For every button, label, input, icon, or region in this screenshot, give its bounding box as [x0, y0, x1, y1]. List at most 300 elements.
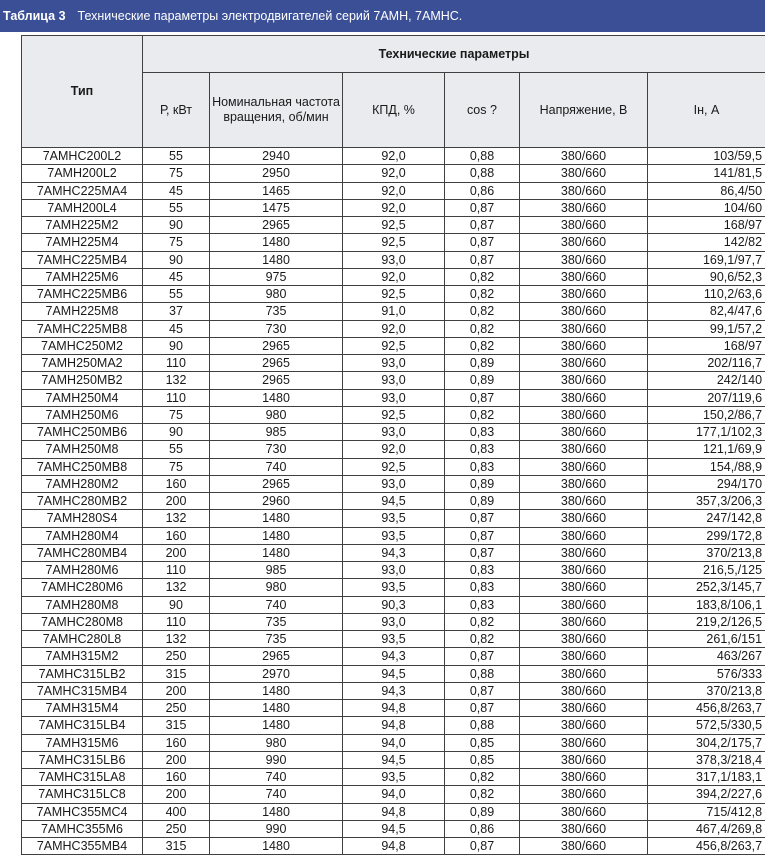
- cell-current: 150,2/86,7: [648, 406, 765, 423]
- cell-cos: 0,82: [445, 406, 520, 423]
- table-row: [22, 337, 765, 354]
- table-row: [22, 148, 765, 165]
- cell-efficiency: 92,0: [343, 199, 445, 216]
- cell-voltage: 380/660: [520, 148, 648, 165]
- cell-speed: 2965: [210, 337, 343, 354]
- cell-current: 104/60: [648, 199, 765, 216]
- cell-power: 160: [143, 527, 210, 544]
- cell-cos: 0,87: [445, 217, 520, 234]
- cell-cos: 0,87: [445, 234, 520, 251]
- cell-voltage: 380/660: [520, 700, 648, 717]
- cell-power: 55: [143, 148, 210, 165]
- cell-cos: 0,82: [445, 786, 520, 803]
- cell-cos: 0,82: [445, 286, 520, 303]
- cell-type: 7АМНС225МВ6: [22, 286, 143, 303]
- cell-speed: 990: [210, 820, 343, 837]
- table-row: [22, 182, 765, 199]
- cell-voltage: 380/660: [520, 475, 648, 492]
- cell-efficiency: 94,8: [343, 700, 445, 717]
- cell-speed: 1480: [210, 803, 343, 820]
- cell-type: 7АМН315М2: [22, 648, 143, 665]
- cell-speed: 730: [210, 320, 343, 337]
- table-row: [22, 199, 765, 216]
- table-title-bar: [0, 0, 765, 32]
- cell-current: 121,1/69,9: [648, 441, 765, 458]
- cell-speed: 1480: [210, 838, 343, 855]
- cell-speed: 735: [210, 631, 343, 648]
- cell-current: 202/116,7: [648, 355, 765, 372]
- cell-power: 160: [143, 734, 210, 751]
- cell-type: 7АМНС315LА8: [22, 769, 143, 786]
- cell-speed: 740: [210, 769, 343, 786]
- cell-voltage: 380/660: [520, 751, 648, 768]
- cell-type: 7АМНС280М8: [22, 613, 143, 630]
- cell-current: 317,1/183,1: [648, 769, 765, 786]
- cell-current: 252,3/145,7: [648, 579, 765, 596]
- table-row: [22, 786, 765, 803]
- cell-speed: 980: [210, 406, 343, 423]
- cell-voltage: 380/660: [520, 579, 648, 596]
- cell-type: 7АМНС280М6: [22, 579, 143, 596]
- cell-voltage: 380/660: [520, 665, 648, 682]
- cell-current: 216,5,/125: [648, 562, 765, 579]
- cell-power: 160: [143, 475, 210, 492]
- header-power: Р, кВт: [143, 73, 210, 148]
- cell-efficiency: 93,5: [343, 631, 445, 648]
- header-cos: cos ?: [445, 73, 520, 148]
- cell-efficiency: 92,0: [343, 182, 445, 199]
- cell-power: 110: [143, 613, 210, 630]
- cell-efficiency: 94,3: [343, 682, 445, 699]
- cell-efficiency: 93,0: [343, 475, 445, 492]
- cell-type: 7АМН315М4: [22, 700, 143, 717]
- cell-efficiency: 93,0: [343, 613, 445, 630]
- cell-current: 715/412,8: [648, 803, 765, 820]
- cell-speed: 990: [210, 751, 343, 768]
- cell-current: 304,2/175,7: [648, 734, 765, 751]
- cell-speed: 2965: [210, 217, 343, 234]
- cell-voltage: 380/660: [520, 251, 648, 268]
- cell-efficiency: 93,5: [343, 527, 445, 544]
- cell-efficiency: 92,0: [343, 148, 445, 165]
- cell-voltage: 380/660: [520, 406, 648, 423]
- table-row: [22, 769, 765, 786]
- cell-cos: 0,83: [445, 596, 520, 613]
- cell-type: 7АМН250МВ2: [22, 372, 143, 389]
- table-row: [22, 631, 765, 648]
- cell-type: 7АМН315М6: [22, 734, 143, 751]
- cell-cos: 0,87: [445, 682, 520, 699]
- cell-speed: 1480: [210, 251, 343, 268]
- header-group: Технические параметры: [143, 36, 765, 73]
- cell-type: 7АМНС315LС8: [22, 786, 143, 803]
- cell-power: 132: [143, 631, 210, 648]
- cell-cos: 0,89: [445, 493, 520, 510]
- cell-efficiency: 93,0: [343, 372, 445, 389]
- cell-type: 7АМНС225МВ8: [22, 320, 143, 337]
- cell-type: 7АМН200L2: [22, 165, 143, 182]
- cell-speed: 980: [210, 286, 343, 303]
- cell-power: 75: [143, 165, 210, 182]
- table-row: [22, 389, 765, 406]
- cell-cos: 0,88: [445, 165, 520, 182]
- cell-cos: 0,89: [445, 475, 520, 492]
- cell-speed: 2965: [210, 372, 343, 389]
- cell-voltage: 380/660: [520, 372, 648, 389]
- cell-cos: 0,88: [445, 148, 520, 165]
- cell-power: 75: [143, 458, 210, 475]
- cell-power: 250: [143, 820, 210, 837]
- cell-efficiency: 93,0: [343, 355, 445, 372]
- cell-cos: 0,87: [445, 838, 520, 855]
- cell-efficiency: 92,5: [343, 217, 445, 234]
- table-row: [22, 458, 765, 475]
- cell-efficiency: 93,5: [343, 769, 445, 786]
- cell-cos: 0,89: [445, 355, 520, 372]
- cell-speed: 1465: [210, 182, 343, 199]
- table-row: [22, 286, 765, 303]
- cell-power: 110: [143, 562, 210, 579]
- cell-voltage: 380/660: [520, 527, 648, 544]
- cell-voltage: 380/660: [520, 682, 648, 699]
- cell-power: 200: [143, 544, 210, 561]
- header-type: Тип: [22, 36, 143, 148]
- cell-voltage: 380/660: [520, 199, 648, 216]
- cell-current: 576/333: [648, 665, 765, 682]
- cell-voltage: 380/660: [520, 441, 648, 458]
- cell-current: 242/140: [648, 372, 765, 389]
- cell-current: 168/97: [648, 217, 765, 234]
- cell-cos: 0,86: [445, 182, 520, 199]
- cell-efficiency: 94,8: [343, 717, 445, 734]
- cell-current: 183,8/106,1: [648, 596, 765, 613]
- cell-current: 456,8/263,7: [648, 838, 765, 855]
- cell-voltage: 380/660: [520, 648, 648, 665]
- cell-efficiency: 93,0: [343, 562, 445, 579]
- cell-efficiency: 92,5: [343, 286, 445, 303]
- cell-power: 90: [143, 217, 210, 234]
- cell-voltage: 380/660: [520, 786, 648, 803]
- cell-type: 7АМН250М8: [22, 441, 143, 458]
- cell-voltage: 380/660: [520, 182, 648, 199]
- cell-speed: 1480: [210, 700, 343, 717]
- cell-voltage: 380/660: [520, 838, 648, 855]
- cell-current: 154,/88,9: [648, 458, 765, 475]
- cell-type: 7АМНС280МВ4: [22, 544, 143, 561]
- table-row: [22, 665, 765, 682]
- header-speed: Номинальная частота вращения, об/мин: [210, 73, 343, 148]
- cell-cos: 0,87: [445, 648, 520, 665]
- table-row: [22, 682, 765, 699]
- cell-type: 7АМНС200L2: [22, 148, 143, 165]
- cell-current: 378,3/218,4: [648, 751, 765, 768]
- cell-cos: 0,88: [445, 717, 520, 734]
- cell-power: 55: [143, 441, 210, 458]
- cell-voltage: 380/660: [520, 613, 648, 630]
- table-row: [22, 579, 765, 596]
- cell-current: 86,4/50: [648, 182, 765, 199]
- table-row: [22, 734, 765, 751]
- cell-speed: 740: [210, 596, 343, 613]
- cell-efficiency: 94,8: [343, 838, 445, 855]
- cell-voltage: 380/660: [520, 596, 648, 613]
- cell-cos: 0,87: [445, 700, 520, 717]
- cell-power: 90: [143, 596, 210, 613]
- cell-power: 250: [143, 648, 210, 665]
- table-row: [22, 268, 765, 285]
- cell-efficiency: 94,5: [343, 493, 445, 510]
- cell-power: 315: [143, 838, 210, 855]
- cell-speed: 1480: [210, 234, 343, 251]
- cell-speed: 2950: [210, 165, 343, 182]
- table-row: [22, 803, 765, 820]
- cell-efficiency: 92,5: [343, 337, 445, 354]
- cell-type: 7АМН250МА2: [22, 355, 143, 372]
- cell-voltage: 380/660: [520, 769, 648, 786]
- cell-power: 110: [143, 355, 210, 372]
- cell-power: 55: [143, 286, 210, 303]
- cell-efficiency: 94,8: [343, 803, 445, 820]
- cell-voltage: 380/660: [520, 217, 648, 234]
- cell-efficiency: 91,0: [343, 303, 445, 320]
- cell-efficiency: 92,0: [343, 165, 445, 182]
- spec-table: [21, 35, 765, 855]
- table-row: [22, 424, 765, 441]
- cell-efficiency: 92,0: [343, 320, 445, 337]
- table-row: [22, 217, 765, 234]
- cell-cos: 0,82: [445, 631, 520, 648]
- cell-current: 177,1/102,3: [648, 424, 765, 441]
- cell-speed: 1480: [210, 389, 343, 406]
- cell-power: 400: [143, 803, 210, 820]
- cell-power: 200: [143, 682, 210, 699]
- cell-speed: 1475: [210, 199, 343, 216]
- cell-efficiency: 94,3: [343, 648, 445, 665]
- cell-cos: 0,83: [445, 424, 520, 441]
- cell-power: 315: [143, 717, 210, 734]
- cell-cos: 0,82: [445, 320, 520, 337]
- cell-power: 200: [143, 751, 210, 768]
- cell-power: 200: [143, 786, 210, 803]
- cell-voltage: 380/660: [520, 458, 648, 475]
- cell-current: 370/213,8: [648, 544, 765, 561]
- cell-type: 7АМН280М8: [22, 596, 143, 613]
- cell-cos: 0,89: [445, 372, 520, 389]
- cell-current: 219,2/126,5: [648, 613, 765, 630]
- table-row: [22, 596, 765, 613]
- cell-power: 45: [143, 182, 210, 199]
- cell-voltage: 380/660: [520, 544, 648, 561]
- cell-power: 75: [143, 406, 210, 423]
- cell-cos: 0,83: [445, 579, 520, 596]
- cell-type: 7АМН200L4: [22, 199, 143, 216]
- cell-efficiency: 94,0: [343, 734, 445, 751]
- cell-current: 207/119,6: [648, 389, 765, 406]
- cell-current: 110,2/63,6: [648, 286, 765, 303]
- cell-cos: 0,87: [445, 544, 520, 561]
- cell-current: 261,6/151: [648, 631, 765, 648]
- table-row: [22, 544, 765, 561]
- cell-voltage: 380/660: [520, 337, 648, 354]
- cell-power: 160: [143, 769, 210, 786]
- cell-cos: 0,87: [445, 527, 520, 544]
- cell-speed: 740: [210, 786, 343, 803]
- cell-current: 456,8/263,7: [648, 700, 765, 717]
- cell-current: 169,1/97,7: [648, 251, 765, 268]
- cell-cos: 0,88: [445, 665, 520, 682]
- header-current: Iн, А: [648, 73, 765, 148]
- cell-efficiency: 92,5: [343, 234, 445, 251]
- cell-efficiency: 90,3: [343, 596, 445, 613]
- cell-type: 7АМНС225МВ4: [22, 251, 143, 268]
- table-title: Технические параметры электродвигателей серий 7АМН, 7АМНС.: [77, 9, 463, 23]
- table-body: [22, 148, 765, 855]
- cell-speed: 2970: [210, 665, 343, 682]
- table-row: [22, 165, 765, 182]
- cell-speed: 2965: [210, 355, 343, 372]
- cell-type: 7АМН280М6: [22, 562, 143, 579]
- table-row: [22, 700, 765, 717]
- table-row: [22, 251, 765, 268]
- cell-cos: 0,87: [445, 199, 520, 216]
- cell-efficiency: 93,5: [343, 510, 445, 527]
- table-row: [22, 475, 765, 492]
- cell-cos: 0,87: [445, 251, 520, 268]
- cell-voltage: 380/660: [520, 165, 648, 182]
- cell-speed: 1480: [210, 510, 343, 527]
- cell-cos: 0,87: [445, 389, 520, 406]
- cell-speed: 980: [210, 734, 343, 751]
- cell-power: 45: [143, 320, 210, 337]
- cell-efficiency: 92,5: [343, 406, 445, 423]
- cell-efficiency: 94,5: [343, 751, 445, 768]
- cell-speed: 735: [210, 303, 343, 320]
- cell-power: 37: [143, 303, 210, 320]
- cell-speed: 730: [210, 441, 343, 458]
- cell-voltage: 380/660: [520, 820, 648, 837]
- cell-voltage: 380/660: [520, 320, 648, 337]
- cell-efficiency: 93,0: [343, 389, 445, 406]
- cell-power: 132: [143, 510, 210, 527]
- header-efficiency: КПД, %: [343, 73, 445, 148]
- cell-type: 7АМН225М6: [22, 268, 143, 285]
- table-row: [22, 372, 765, 389]
- cell-cos: 0,82: [445, 613, 520, 630]
- table-row: [22, 717, 765, 734]
- cell-type: 7АМН280S4: [22, 510, 143, 527]
- cell-type: 7АМНС315МВ4: [22, 682, 143, 699]
- cell-type: 7АМН225М8: [22, 303, 143, 320]
- cell-type: 7АМНС250МВ8: [22, 458, 143, 475]
- cell-type: 7АМНС280L8: [22, 631, 143, 648]
- cell-current: 82,4/47,6: [648, 303, 765, 320]
- cell-power: 90: [143, 251, 210, 268]
- cell-cos: 0,82: [445, 769, 520, 786]
- table-row: [22, 527, 765, 544]
- cell-current: 142/82: [648, 234, 765, 251]
- cell-voltage: 380/660: [520, 355, 648, 372]
- cell-voltage: 380/660: [520, 424, 648, 441]
- cell-current: 463/267: [648, 648, 765, 665]
- table-row: [22, 303, 765, 320]
- table-row: [22, 562, 765, 579]
- cell-speed: 985: [210, 424, 343, 441]
- cell-speed: 735: [210, 613, 343, 630]
- cell-voltage: 380/660: [520, 803, 648, 820]
- cell-speed: 1480: [210, 527, 343, 544]
- cell-cos: 0,83: [445, 441, 520, 458]
- table-row: [22, 751, 765, 768]
- cell-current: 103/59,5: [648, 148, 765, 165]
- cell-cos: 0,85: [445, 751, 520, 768]
- cell-type: 7АМНС315LВ6: [22, 751, 143, 768]
- table-row: [22, 838, 765, 855]
- table-row: [22, 441, 765, 458]
- cell-power: 315: [143, 665, 210, 682]
- cell-voltage: 380/660: [520, 389, 648, 406]
- table-row: [22, 234, 765, 251]
- cell-current: 299/172,8: [648, 527, 765, 544]
- cell-voltage: 380/660: [520, 631, 648, 648]
- cell-current: 572,5/330,5: [648, 717, 765, 734]
- table-row: [22, 648, 765, 665]
- cell-cos: 0,82: [445, 337, 520, 354]
- cell-type: 7АМН280М4: [22, 527, 143, 544]
- cell-efficiency: 94,3: [343, 544, 445, 561]
- cell-cos: 0,82: [445, 268, 520, 285]
- cell-power: 110: [143, 389, 210, 406]
- cell-speed: 740: [210, 458, 343, 475]
- cell-type: 7АМНС225МА4: [22, 182, 143, 199]
- cell-power: 75: [143, 234, 210, 251]
- table-number: Таблица 3: [3, 9, 66, 23]
- cell-efficiency: 93,5: [343, 579, 445, 596]
- cell-power: 45: [143, 268, 210, 285]
- cell-voltage: 380/660: [520, 268, 648, 285]
- cell-type: 7АМНС355М6: [22, 820, 143, 837]
- cell-speed: 2940: [210, 148, 343, 165]
- cell-power: 250: [143, 700, 210, 717]
- cell-type: 7АМНС355МВ4: [22, 838, 143, 855]
- cell-efficiency: 93,0: [343, 424, 445, 441]
- table-row: [22, 613, 765, 630]
- table-row: [22, 510, 765, 527]
- cell-voltage: 380/660: [520, 717, 648, 734]
- cell-cos: 0,85: [445, 734, 520, 751]
- cell-power: 132: [143, 372, 210, 389]
- cell-type: 7АМНС315LВ2: [22, 665, 143, 682]
- cell-current: 394,2/227,6: [648, 786, 765, 803]
- cell-type: 7АМНС315LВ4: [22, 717, 143, 734]
- cell-speed: 2965: [210, 475, 343, 492]
- table-row: [22, 406, 765, 423]
- cell-current: 467,4/269,8: [648, 820, 765, 837]
- cell-cos: 0,87: [445, 510, 520, 527]
- cell-type: 7АМН225М4: [22, 234, 143, 251]
- cell-speed: 1480: [210, 682, 343, 699]
- cell-efficiency: 94,0: [343, 786, 445, 803]
- cell-efficiency: 94,5: [343, 665, 445, 682]
- cell-voltage: 380/660: [520, 562, 648, 579]
- cell-power: 132: [143, 579, 210, 596]
- table-row: [22, 355, 765, 372]
- cell-speed: 985: [210, 562, 343, 579]
- table-header: [22, 36, 765, 148]
- cell-power: 90: [143, 337, 210, 354]
- cell-type: 7АМН225М2: [22, 217, 143, 234]
- cell-efficiency: 94,5: [343, 820, 445, 837]
- table-row: [22, 320, 765, 337]
